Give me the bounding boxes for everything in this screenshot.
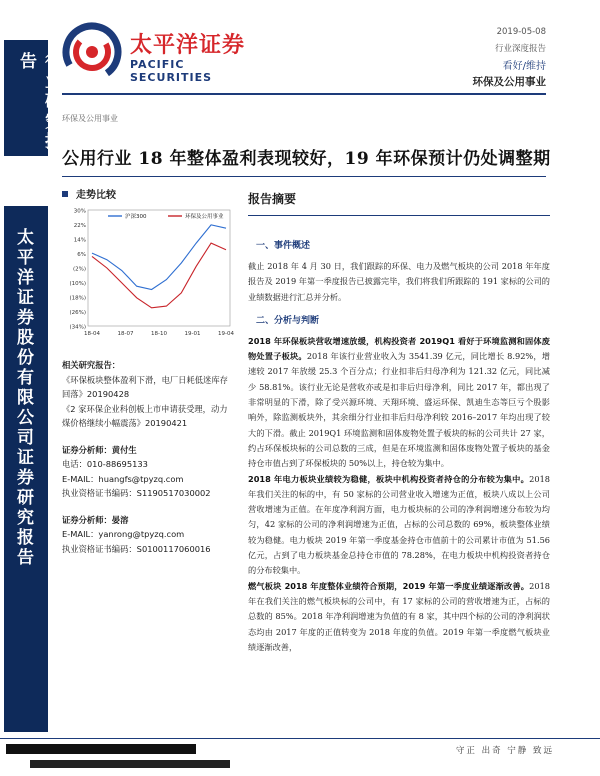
section-paragraph: 截止 2018 年 4 月 30 日，我们跟踪的环保、电力及燃气板块的公司 2018 年年度报告及 2019 年第一季度报告已披露完毕，我们将我们所跟踪的 191 家标的公司的业绩数据进行汇总并分析。 [248, 261, 550, 302]
sidebar [0, 0, 61, 740]
analyst-name: 证券分析师：晏溶 [62, 514, 129, 525]
related-item: 《环保板块整体盈利下滑，电厂日耗低迷库存回落》20190428 [62, 374, 228, 399]
footer-redaction [6, 744, 196, 754]
y-tick-label: 14% [73, 237, 86, 244]
paragraph-lead: 2018 年环保板块营收增速放缓，机构投资者 2019Q1 看好于环境监测和固体废物处置子板块。 [248, 335, 550, 362]
y-tick-label: (18%) [69, 295, 86, 302]
footer-redaction [30, 760, 230, 768]
y-tick-label: (10%) [69, 281, 86, 287]
summary-divider [248, 215, 550, 216]
y-tick-label: 30% [73, 208, 86, 215]
sidebar-bottom-label: 太平洋证券股份有限公司证券研究报告 [13, 228, 33, 568]
square-bullet-icon [62, 191, 68, 197]
report-type: 行业深度报告 [494, 44, 546, 54]
analyst-cert: 执业资格证书编码：S0100117060016 [62, 543, 211, 554]
x-tick-label: 18-10 [151, 331, 167, 337]
series-line-sector [92, 243, 226, 308]
report-date: 2019-05-08 [496, 27, 546, 37]
series-line-hs300 [92, 225, 226, 290]
paragraph-body: 2018 年该行业营业收入为 3541.39 亿元，同比增长 8.92%，增速较 2017 年放缓 25.3 个百分点；行业扣非后归母净利为 121.32 亿元，同比减少 58.81%。该行业无论是营收亦或是扣非后归母净利，同比 2017 年，都出现了非常明显的下滑，除了受兴源环境、天翔环境、盛运环保、凯迪生态等巨亏个股影响外，除监测板块外，其余细分行业扣非后归母净利较 2016–2017 年均出现了较大的下滑。截止 2019Q1 环境监测和固体废物处置子板块的标的公司共计 27 家，约占环保板块标的公司总数的三成，但是在环境监测和固体废物处置子板块的基金持仓市值占到了环保板块的 50%以上，持仓较为集中。 [248, 351, 550, 469]
related-item: 《2 家环保企业科创板上市申请获受理，动力煤价格继续小幅震荡》20190421 [62, 403, 228, 428]
x-tick-label: 18-07 [117, 331, 134, 337]
analysis-paragraph [248, 472, 550, 579]
title-divider [62, 176, 546, 177]
trend-heading-text: 走势比较 [76, 190, 116, 201]
x-tick-label: 18-04 [84, 331, 100, 337]
section-heading: 二、分析与判断 [256, 315, 320, 326]
logo-text-en: PACIFIC SECURITIES [130, 58, 213, 84]
logo-text-cn: 太平洋证券 [130, 33, 246, 58]
footer-motto: 守正 出奇 宁静 致远 [455, 746, 554, 756]
paragraph-lead: 2018 年电力板块业绩较为稳健，板块中机构投资者持仓的分布较为集中。 [248, 473, 530, 484]
legend-label: 沪深300 [125, 214, 147, 220]
paragraph-body: 2018 年在我们关注的燃气板块标的公司中，有 17 家标的公司的营收增速为正，占标的总数的 85%。2018 年净利润增速为负值的有 8 家，其中四个标的公司的净利润状态均由 2017 年度的正值转变为 2018 年度的负值。2019 年第一季度燃气板块业绩逐渐改善， [248, 580, 550, 652]
rating: 看好/维持 [502, 61, 546, 72]
summary-column [248, 190, 550, 655]
category-label: 环保及公用事业 [62, 114, 118, 123]
header-divider [62, 93, 546, 95]
report-title: 公用行业 18 年整体盈利表现较好，19 年环保预计仍处调整期 [62, 149, 551, 169]
company-logo [62, 22, 262, 82]
x-tick-label: 19-04 [218, 331, 234, 337]
related-heading: 相关研究报告： [62, 360, 121, 370]
analyst-name: 证券分析师：黄付生 [62, 444, 137, 455]
trend-chart [62, 206, 234, 344]
analyst-cert: 执业资格证书编码：S1190517030002 [62, 488, 211, 498]
y-tick-label: (26%) [69, 310, 86, 316]
sector-label: 环保及公用事业 [472, 76, 546, 88]
header-meta [495, 24, 546, 58]
analysis-paragraph [248, 334, 550, 472]
summary-title: 报告摘要 [248, 192, 297, 206]
footer-divider [0, 738, 600, 739]
analyst-phone: 电话：010-88695133 [62, 459, 148, 469]
left-column [62, 358, 234, 556]
y-tick-label: 22% [73, 223, 86, 229]
analysis-paragraph [248, 579, 550, 655]
sidebar-top-label: 行业研究报告 [16, 52, 61, 152]
analyst-email: E-MAIL：huangfs@tpyzq.com [62, 473, 184, 484]
legend-label: 环保及公用事业 [185, 214, 224, 220]
logo-mark-icon [62, 22, 122, 82]
section-heading: 一、事件概述 [256, 241, 311, 251]
paragraph-body: 2018 年我们关注的标的中，有 50 家标的公司营业收入增速为正值，板块八成以上公司营收增速为正值。在年度净利润方面，电力板块标的公司的净利润增速分布较为均匀，42 家标的公司的净利润增速为正值，占标的公司总数的 69%，板块整体业绩较为稳健。电力板块 2019 年第一季度基金持仓市值前十的公司累计市值为 51.56 亿元，占到了电力板块基金总持仓市值的 78.28%，在电力板块中机构投资者持仓的分布较集中。 [248, 473, 550, 576]
y-tick-label: (34%) [69, 324, 86, 331]
y-tick-label: 6% [77, 252, 86, 258]
sidebar-top-band [4, 40, 61, 156]
x-tick-label: 19-01 [184, 331, 201, 337]
trend-heading [62, 186, 116, 201]
sidebar-bottom-band [4, 206, 48, 732]
paragraph-lead: 燃气板块 2018 年度整体业绩符合预期，2019 年第一季度业绩逐渐改善。 [248, 580, 530, 591]
trend-chart-svg [62, 206, 234, 344]
analyst-email: E-MAIL：yanrong@tpyzq.com [62, 529, 185, 539]
y-tick-label: (2%) [72, 266, 86, 273]
